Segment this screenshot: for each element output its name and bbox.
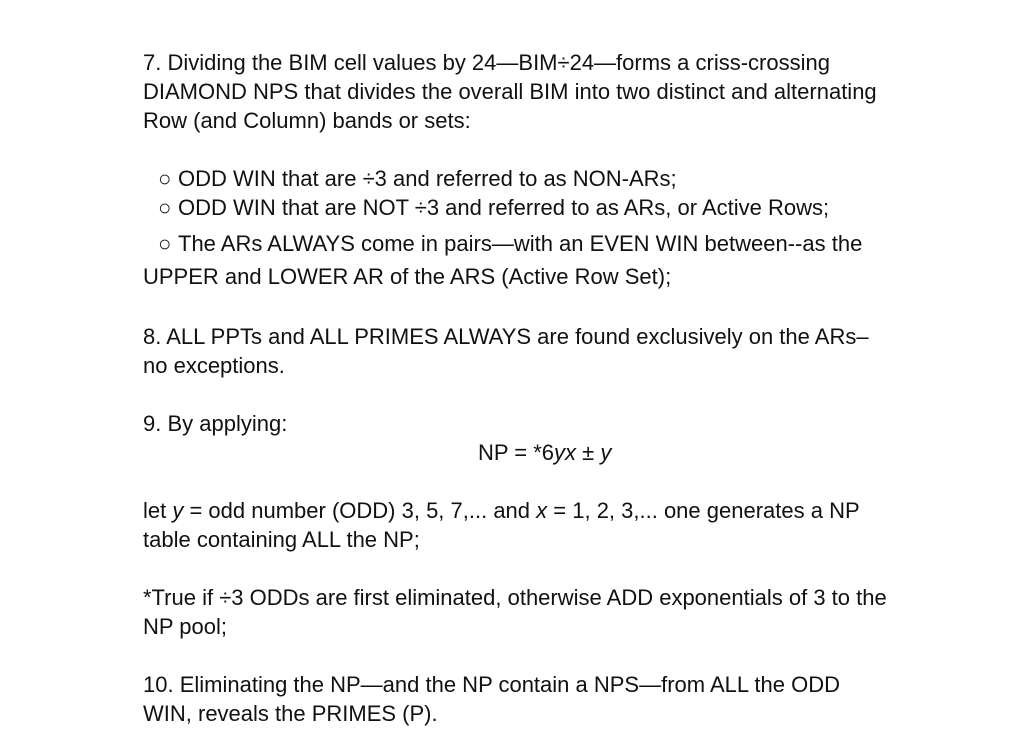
- section-10: [143, 670, 973, 728]
- spacer: [143, 293, 973, 322]
- spacer: [143, 467, 973, 496]
- bullet-item-text: The ARs ALWAYS come in pairs—with an EVEN WIN between--as the: [178, 231, 863, 256]
- circle-bullet-icon: ○: [158, 231, 172, 256]
- formula-y: y: [600, 440, 612, 465]
- definition-text: = 1, 2, 3,... one generates a NP: [547, 498, 860, 523]
- circle-bullet-icon: ○: [158, 195, 172, 220]
- footnote-line-2: NP pool;: [143, 614, 227, 639]
- section-10-line-2: WIN, reveals the PRIMES (P).: [143, 701, 438, 726]
- bullet-item-first-line: [143, 227, 973, 260]
- spacer: [143, 380, 973, 409]
- spacer: [143, 135, 973, 164]
- bullet-item-continuation: UPPER and LOWER AR of the ARS (Active Row Set);: [143, 264, 672, 289]
- bullet-item-ars-pairs: [143, 227, 973, 293]
- section-8: [143, 322, 973, 380]
- bullet-item-non-ars: [143, 164, 973, 193]
- circle-bullet-icon: ○: [158, 166, 172, 191]
- section-9-heading: 9. By applying:: [143, 411, 288, 436]
- spacer: [143, 641, 973, 670]
- bullet-item-text: ODD WIN that are NOT ÷3 and referred to as ARs, or Active Rows;: [178, 195, 830, 220]
- definition-text: let: [143, 498, 173, 523]
- variable-y: y: [172, 498, 184, 523]
- section-7-line-3: Row (and Column) bands or sets:: [143, 108, 471, 133]
- footnote-line-1: *True if ÷3 ODDs are first eliminated, otherwise ADD exponentials of 3 to the: [143, 585, 887, 610]
- document-body: [143, 48, 973, 728]
- formula-yx: yx: [554, 440, 577, 465]
- section-9-definition: [143, 496, 973, 525]
- section-8-line-1: 8. ALL PPTs and ALL PRIMES ALWAYS are found exclusively on the ARs–: [143, 324, 869, 349]
- section-8-line-2: no exceptions.: [143, 353, 285, 378]
- section-10-line-1: 10. Eliminating the NP—and the NP contain a NPS—from ALL the ODD: [143, 672, 841, 697]
- spacer: [143, 554, 973, 583]
- section-7: [143, 48, 973, 135]
- variable-x: x: [536, 498, 548, 523]
- definition-text: = odd number (ODD) 3, 5, 7,... and: [183, 498, 537, 523]
- bullet-list: [143, 164, 973, 293]
- section-9: [143, 409, 973, 554]
- footnote: [143, 583, 973, 641]
- formula-prefix: NP = *6: [478, 440, 555, 465]
- section-9-table-line: table containing ALL the NP;: [143, 527, 420, 552]
- bullet-item-text: ODD WIN that are ÷3 and referred to as NON-ARs;: [178, 166, 677, 191]
- section-7-line-2: DIAMOND NPS that divides the overall BIM into two distinct and alternating: [143, 79, 877, 104]
- np-formula: [143, 438, 973, 467]
- section-7-line-1: 7. Dividing the BIM cell values by 24—BIM÷24—forms a criss-crossing: [143, 50, 830, 75]
- formula-plus-minus: ±: [576, 440, 601, 465]
- bullet-item-ars: [143, 193, 973, 222]
